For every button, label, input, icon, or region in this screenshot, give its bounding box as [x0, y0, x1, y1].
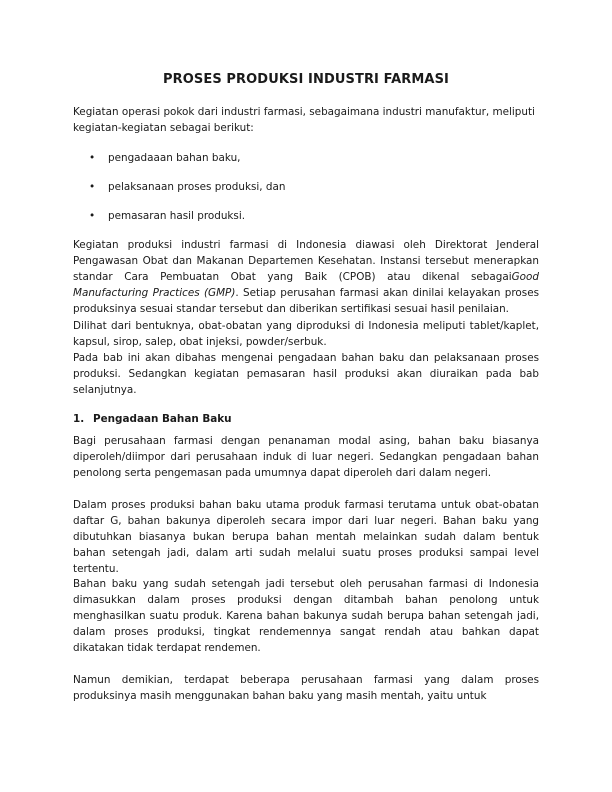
paragraph-cpob: [73, 237, 539, 317]
section-number: 1.: [73, 413, 85, 425]
bullet-item-3: pemasaran hasil produksi.: [108, 210, 246, 222]
paragraph-cpob-text-a: Kegiatan produksi industri farmasi di Indonesia diawasi oleh Direktorat Jenderal Pengawasan Obat dan Makanan Departemen Kesehatan. Instansi tersebut menerapkan standar Cara Pembuatan Obat yang Baik (CPOB) atau dikenal sebagai: [73, 239, 539, 284]
paragraph-semi-finished: Bahan baku yang sudah setengah jadi tersebut oleh perusahan farmasi di Indonesia dimasukkan dalam proses produksi dengan ditambah bahan penolong untuk menghasilkan suatu produk. Karena bahan bakunya sudah berupa bahan setengah jadi, dalam proses produksi, tingkat rendemennya sangat rendah atau bahkan dapat dikatakan tidak terdapat rendemen.: [73, 578, 539, 655]
bullet-symbol-2: •: [89, 181, 96, 193]
bullet-item-2: pelaksanaan proses produksi, dan: [108, 181, 286, 193]
paragraph-cpob-text-b: . Setiap perusahan farmasi akan dinilai kelayakan proses produksinya sesuai standar tersebut dan diberikan sertifikasi sesuai hasil penilaian.: [73, 287, 540, 316]
paragraph-foreign-capital: Bagi perusahaan farmasi dengan penanaman modal asing, bahan baku biasanya diperoleh/diimpor dari perusahaan induk di luar negeri. Sedangkan pengadaan bahan penolong serta pengemasan pada umumnya dapat diperoleh dari dalam negeri.: [73, 435, 539, 480]
paragraph-chapter-scope: Pada bab ini akan dibahas mengenai pengadaan bahan baku dan pelaksanaan proses produksi. Sedangkan kegiatan pemasaran hasil produksi akan diuraikan pada bab selanjutnya.: [73, 352, 539, 397]
bullet-symbol-1: •: [89, 152, 96, 164]
section-heading-1: [73, 411, 232, 427]
paragraph-raw-material-local: Namun demikian, terdapat beberapa perusahaan farmasi yang dalam proses produksinya masih menggunakan bahan baku yang masih mentah, yaitu untuk: [73, 674, 539, 703]
page-title: PROSES PRODUKSI INDUSTRI FARMASI: [163, 72, 449, 87]
paragraph-raw-material-import: Dalam proses produksi bahan baku utama produk farmasi terutama untuk obat-obatan daftar G, bahan bakunya diperoleh secara impor dari luar negeri. Bahan baku yang dibutuhkan biasanya bukan berupa bahan mentah melainkan sudah dalam bentuk bahan setengah jadi, dalam arti sudah melalui suatu proses produksi sampai level tertentu.: [73, 499, 539, 576]
section-title: Pengadaan Bahan Baku: [93, 413, 232, 425]
paragraph-cpob-gmp: Good Manufacturing Practices (GMP): [73, 271, 539, 300]
paragraph-dosage-forms: Dilihat dari bentuknya, obat-obatan yang diproduksi di Indonesia meliputi tablet/kaplet, kapsul, sirop, salep, obat injeksi, powder/serbuk.: [73, 320, 539, 349]
bullet-symbol-3: •: [89, 210, 96, 222]
intro-paragraph: Kegiatan operasi pokok dari industri farmasi, sebagaimana industri manufaktur, meliputi kegiatan-kegiatan sebagai berikut:: [73, 106, 535, 135]
bullet-item-1: pengadaaan bahan baku,: [108, 152, 241, 164]
